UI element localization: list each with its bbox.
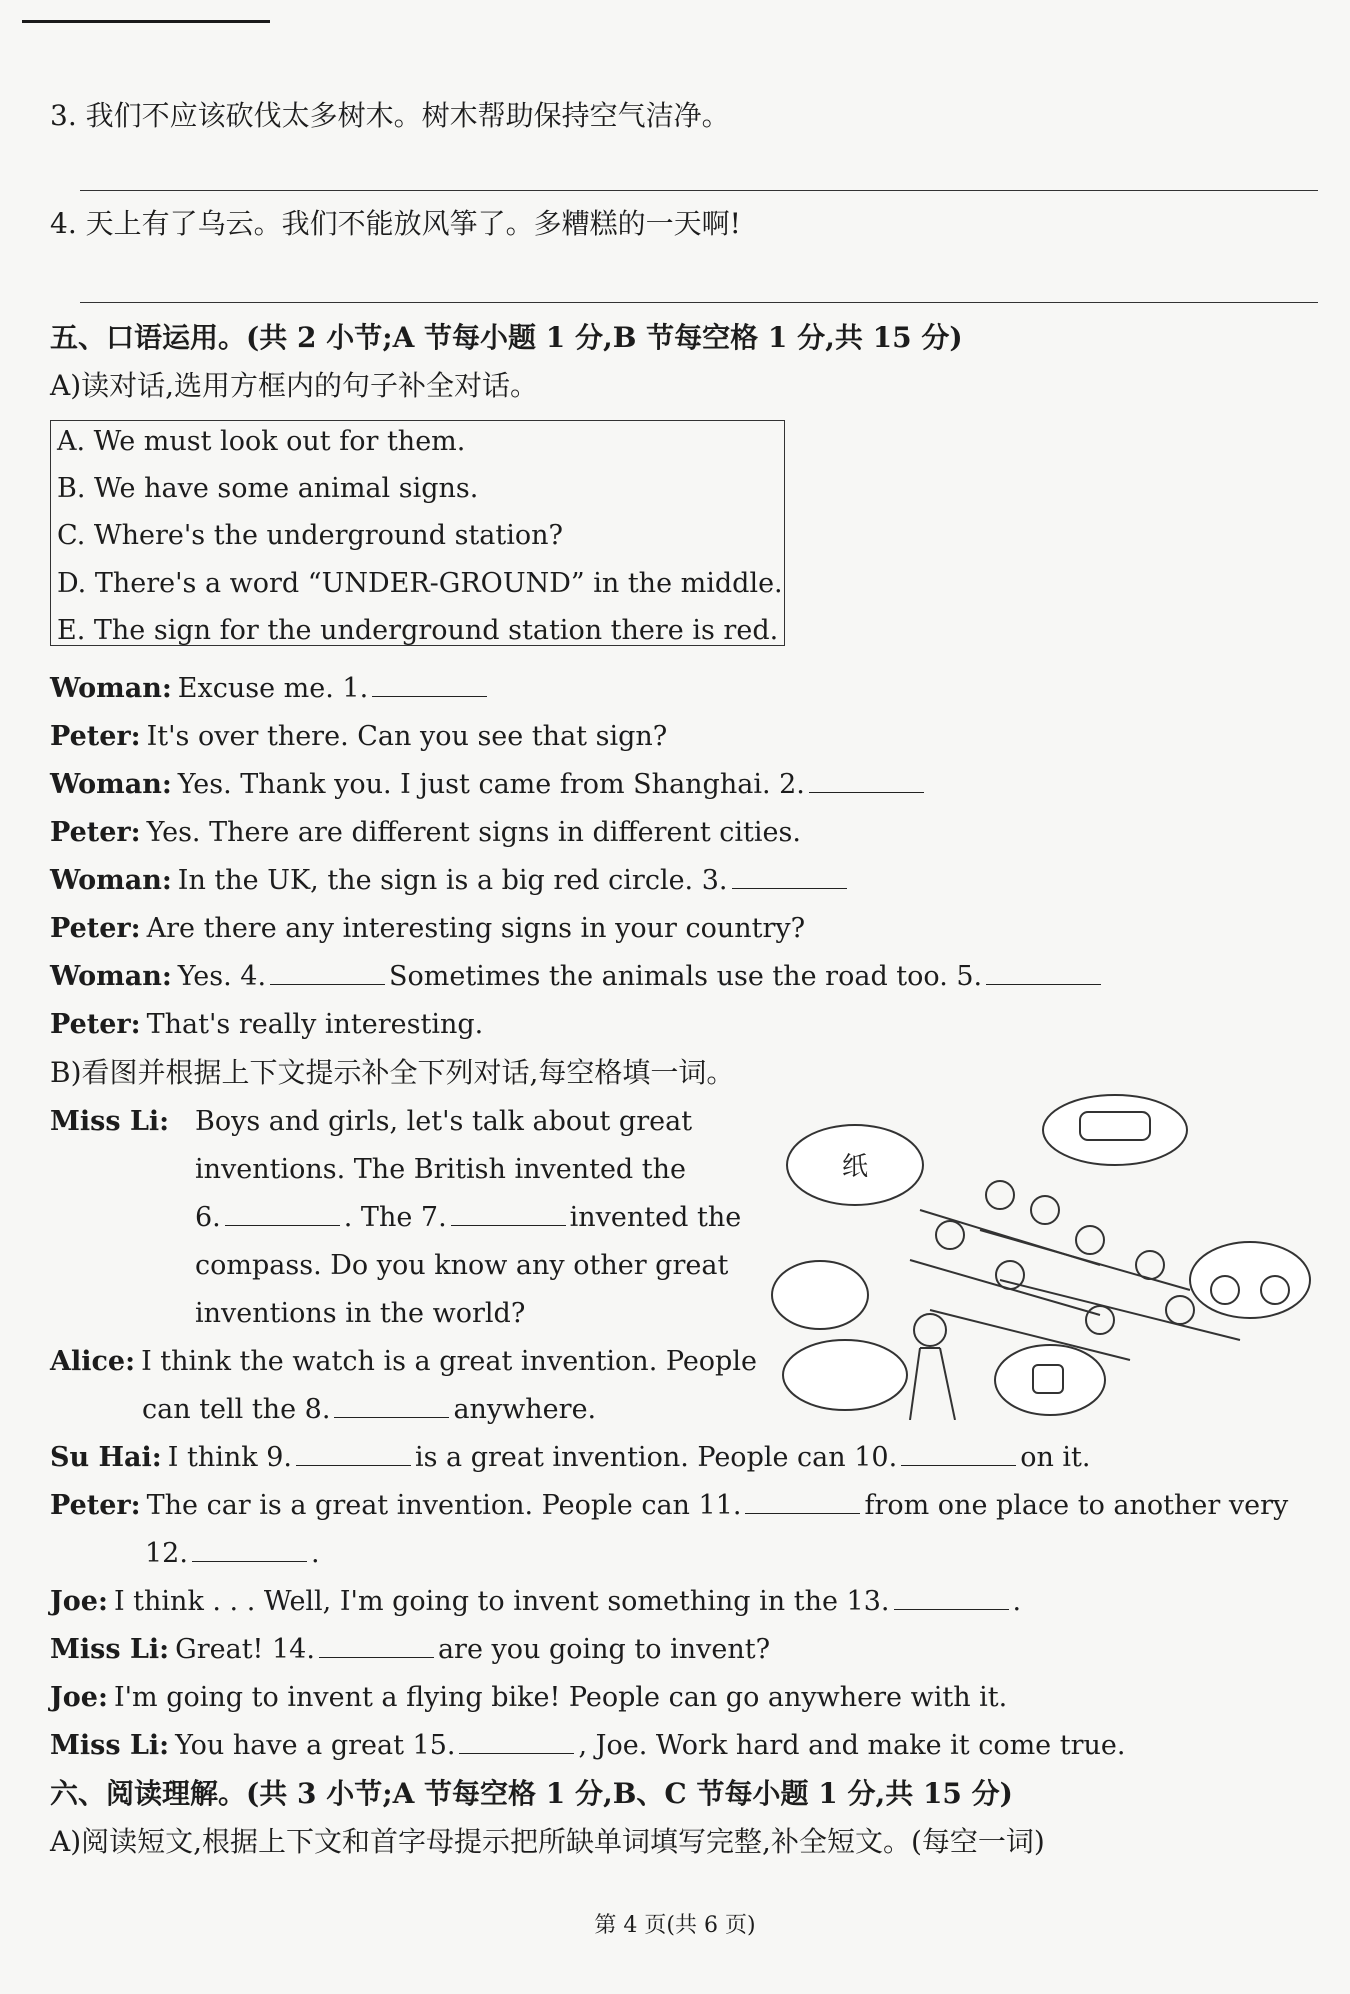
speaker: Peter: [50, 817, 141, 848]
dialog-line: Joe: I'm going to invent a flying bike! People can go anywhere with it. [50, 1682, 1008, 1713]
dialog-line: Alice: I think the watch is a great invention. People [50, 1346, 757, 1377]
dialog-line: Woman: Excuse me. 1. [50, 669, 491, 709]
page-footer: 第 4 页(共 6 页) [594, 1913, 756, 1938]
blank-5[interactable] [986, 958, 1101, 985]
dialog-line: Peter: It's over there. Can you see that sign? [50, 721, 668, 752]
dialog-text: 6. . The 7. invented the [195, 1198, 741, 1238]
dialog-line: Miss Li: You have a great 15. , Joe. Work hard and make it come true. [50, 1726, 1125, 1766]
bubble-paper-text: 纸 [841, 1152, 869, 1182]
section-6-instruction: A)阅读短文,根据上下文和首字母提示把所缺单词填写完整,补全短文。(每空一词) [50, 1825, 1045, 1858]
blank-11[interactable] [745, 1487, 860, 1514]
dialog-line: Woman: Yes. 4. Sometimes the animals use the road too. 5. [50, 957, 1105, 997]
blank-10[interactable] [901, 1439, 1016, 1466]
options-box [50, 420, 785, 646]
speaker: Joe: [50, 1682, 108, 1713]
blank-14[interactable] [319, 1631, 434, 1658]
dialog-line: Woman: Yes. Thank you. I just came from Shanghai. 2. [50, 765, 928, 805]
blank-9[interactable] [296, 1439, 411, 1466]
question-4: 4. 天上有了乌云。我们不能放风筝了。多糟糕的一天啊! [50, 207, 741, 240]
blank-7[interactable] [451, 1199, 566, 1226]
speaker: Alice: [50, 1346, 136, 1377]
blank-4[interactable] [270, 958, 385, 985]
blank-2[interactable] [809, 766, 924, 793]
blank-12[interactable] [192, 1535, 307, 1562]
question-3: 3. 我们不应该砍伐太多树木。树木帮助保持空气洁净。 [50, 99, 730, 132]
car-bubble [1043, 1095, 1187, 1165]
dialog-line: Peter: Yes. There are different signs in different cities. [50, 817, 801, 848]
dialog-text: 12. . [145, 1534, 320, 1574]
answer-line-3[interactable] [80, 190, 1318, 191]
speaker: Peter: [50, 1490, 141, 1521]
dialog-text: compass. Do you know any other great [195, 1250, 729, 1281]
dialog-line: Su Hai: I think 9. is a great invention. People can 10. on it. [50, 1438, 1090, 1478]
speaker: Miss Li: [50, 1730, 170, 1761]
speaker: Miss Li: [50, 1634, 170, 1665]
blank-15[interactable] [459, 1727, 574, 1754]
answer-line-4[interactable] [80, 302, 1318, 303]
dialog-text: inventions in the world? [195, 1298, 526, 1329]
speaker: Woman: [50, 961, 172, 992]
speaker: Su Hai: [50, 1442, 162, 1473]
blank-6[interactable] [225, 1199, 340, 1226]
section-5-title: 五、口语运用。(共 2 小节;A 节每小题 1 分,B 节每空格 1 分,共 15 分) [50, 321, 963, 354]
dialog-text: inventions. The British invented the [195, 1154, 687, 1185]
great-wall-bubble [772, 1261, 868, 1329]
dialog-line: Miss Li: Great! 14. are you going to invent? [50, 1630, 770, 1670]
option-a: A. We must look out for them. [57, 426, 466, 457]
dialog-text: can tell the 8. anywhere. [142, 1390, 596, 1430]
dialog-line: Peter: The car is a great invention. People can 11. from one place to another very [50, 1486, 1288, 1526]
train-bubble [783, 1340, 907, 1410]
top-rule [22, 20, 270, 23]
option-d: D. There's a word “UNDER-GROUND” in the middle. [57, 568, 783, 599]
watch-bubble [995, 1345, 1105, 1415]
dialog-line: Joe: I think . . . Well, I'm going to invent something in the 13. . [50, 1582, 1021, 1622]
speaker: Peter: [50, 913, 141, 944]
dialog-line: Woman: In the UK, the sign is a big red circle. 3. [50, 861, 851, 901]
speaker: Peter: [50, 721, 141, 752]
speaker: Peter: [50, 1009, 141, 1040]
blank-8[interactable] [334, 1391, 449, 1418]
blank-1[interactable] [372, 670, 487, 697]
speaker: Woman: [50, 673, 172, 704]
dialog-line: Peter: Are there any interesting signs in your country? [50, 913, 806, 944]
dialog-text: Boys and girls, let's talk about great [195, 1106, 693, 1137]
dialog-line: Peter: That's really interesting. [50, 1009, 484, 1040]
classroom-illustration [770, 1090, 1315, 1420]
speaker: Miss Li: [50, 1106, 170, 1137]
speaker: Woman: [50, 769, 172, 800]
option-c: C. Where's the underground station? [57, 520, 563, 551]
section-6-title: 六、阅读理解。(共 3 小节;A 节每空格 1 分,B、C 节每小题 1 分,共 15 分) [50, 1777, 1013, 1810]
speaker: Woman: [50, 865, 172, 896]
blank-13[interactable] [894, 1583, 1009, 1610]
option-e: E. The sign for the underground station there is red. [57, 615, 779, 646]
part-b-instruction: B)看图并根据上下文提示补全下列对话,每空格填一词。 [50, 1056, 735, 1089]
bicycle-bubble [1190, 1242, 1310, 1318]
speaker: Joe: [50, 1586, 108, 1617]
part-a-instruction: A)读对话,选用方框内的句子补全对话。 [50, 369, 539, 402]
blank-3[interactable] [732, 862, 847, 889]
option-b: B. We have some animal signs. [57, 473, 479, 504]
